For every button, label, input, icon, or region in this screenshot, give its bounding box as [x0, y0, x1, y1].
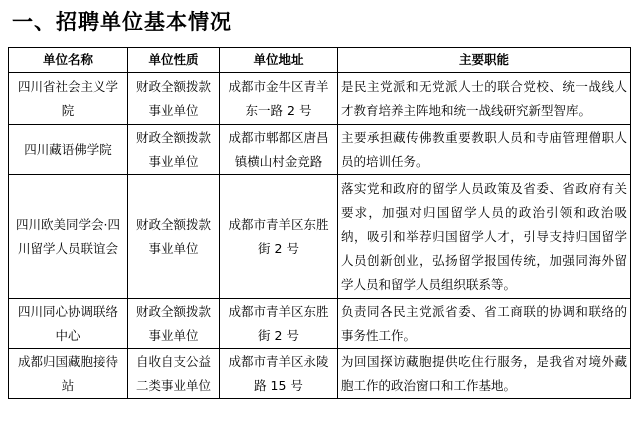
table-row: [9, 299, 631, 349]
unit-nature: 财政全额拨款事业单位: [128, 175, 220, 299]
unit-nature: 财政全额拨款事业单位: [128, 299, 220, 349]
table-row: [9, 125, 631, 175]
table-row: [9, 349, 631, 399]
header-unit-address: 单位地址: [220, 48, 338, 73]
unit-duty: 负责同各民主党派省委、省工商联的协调和联络的事务性工作。: [338, 299, 631, 349]
unit-info-table: [8, 47, 631, 399]
unit-name: 四川欧美同学会·四川留学人员联谊会: [9, 175, 128, 299]
table-header-row: [9, 48, 631, 73]
unit-name: 四川藏语佛学院: [9, 125, 128, 175]
unit-duty: 主要承担藏传佛教重要教职人员和寺庙管理僧职人员的培训任务。: [338, 125, 631, 175]
unit-duty: 是民主党派和无党派人士的联合党校、统一战线人才教育培养主阵地和统一战线研究新型智库。: [338, 73, 631, 125]
table-row: [9, 175, 631, 299]
unit-address: 成都市郫都区唐昌镇横山村金竞路: [220, 125, 338, 175]
header-unit-name: 单位名称: [9, 48, 128, 73]
unit-duty: 为回国探访藏胞提供吃住行服务，是我省对境外藏胞工作的政治窗口和工作基地。: [338, 349, 631, 399]
table-row: [9, 73, 631, 125]
header-main-duty: 主要职能: [338, 48, 631, 73]
unit-address: 成都市金牛区青羊东一路 2 号: [220, 73, 338, 125]
unit-name: 四川同心协调联络中心: [9, 299, 128, 349]
unit-nature: 财政全额拨款事业单位: [128, 73, 220, 125]
unit-nature: 自收自支公益二类事业单位: [128, 349, 220, 399]
unit-nature: 财政全额拨款事业单位: [128, 125, 220, 175]
header-unit-nature: 单位性质: [128, 48, 220, 73]
unit-address: 成都市青羊区东胜街 2 号: [220, 299, 338, 349]
section-title: 一、招聘单位基本情况: [12, 10, 232, 34]
unit-address: 成都市青羊区东胜街 2 号: [220, 175, 338, 299]
unit-address: 成都市青羊区永陵路 15 号: [220, 349, 338, 399]
unit-name: 成都归国藏胞接待站: [9, 349, 128, 399]
unit-name: 四川省社会主义学院: [9, 73, 128, 125]
unit-duty: 落实党和政府的留学人员政策及省委、省政府有关要求，加强对归国留学人员的政治引领和政治吸纳，吸引和举荐归国留学人才，引导支持归国留学人员创新创业，弘扬留学报国传统，加强同海外留学人员和留学人员组织联系等。: [338, 175, 631, 299]
